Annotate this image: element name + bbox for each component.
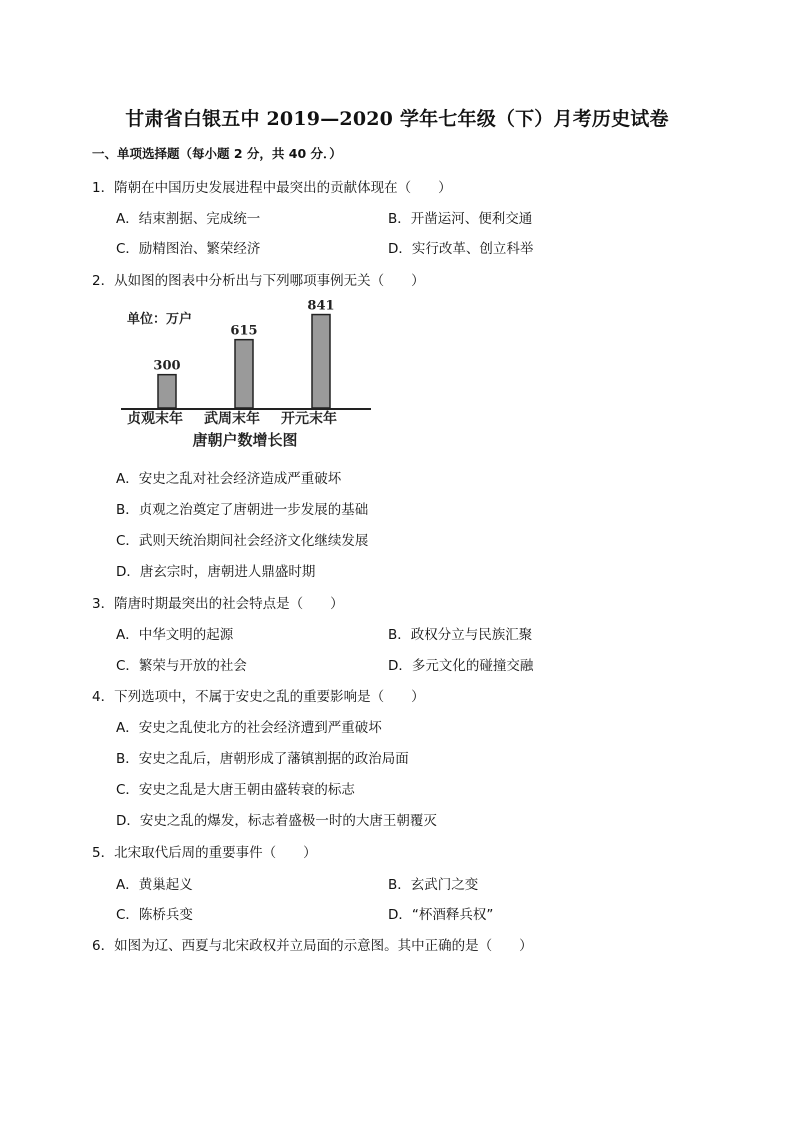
question-4-option-b[interactable]: B．安史之乱后，唐朝形成了藩镇割据的政治局面	[116, 751, 409, 767]
question-5-option-a[interactable]: A．黄巢起义	[116, 877, 193, 893]
question-4-option-d[interactable]: D．安史之乱的爆发，标志着盛极一时的大唐王朝覆灭	[116, 813, 437, 829]
households-bar-chart	[115, 296, 375, 456]
question-2-option-d[interactable]: D．唐玄宗时，唐朝进人鼎盛时期	[116, 564, 316, 580]
question-3-option-a[interactable]: A．中华文明的起源	[116, 627, 234, 643]
question-3-option-d[interactable]: D．多元文化的碰撞交融	[388, 658, 534, 674]
question-2-option-a[interactable]: A．安史之乱对社会经济造成严重破坏	[116, 471, 342, 487]
chart-title: 唐朝户数增长图	[192, 431, 298, 449]
bar-1	[158, 375, 176, 408]
question-4: 4．下列选项中，不属于安史之乱的重要影响是（ ）	[92, 689, 425, 705]
category-label-1: 贞观末年	[127, 411, 183, 427]
question-5: 5．北宋取代后周的重要事件（ ）	[92, 845, 317, 861]
question-1-option-a[interactable]: A．结束割据、完成统一	[116, 211, 261, 227]
category-label-2: 武周末年	[204, 411, 260, 427]
question-4-option-a[interactable]: A．安史之乱使北方的社会经济遭到严重破坏	[116, 720, 382, 736]
bar-2	[235, 340, 253, 408]
question-6: 6．如图为辽、西夏与北宋政权并立局面的示意图。其中正确的是（ ）	[92, 938, 533, 954]
question-5-option-d[interactable]: D．“杯酒释兵权”	[388, 907, 494, 923]
question-3-option-b[interactable]: B．政权分立与民族汇聚	[388, 627, 533, 643]
bar-3	[312, 315, 330, 408]
question-3-option-c[interactable]: C．繁荣与开放的社会	[116, 658, 247, 674]
question-4-option-c[interactable]: C．安史之乱是大唐王朝由盛转衰的标志	[116, 782, 355, 798]
page-title: 甘肃省白银五中 2019—2020 学年七年级（下）月考历史试卷	[125, 108, 669, 130]
category-label-3: 开元末年	[281, 411, 337, 427]
question-2: 2．从如图的图表中分析出与下列哪项事例无关（ ）	[92, 273, 425, 289]
bar-value-label-1: 300	[153, 358, 181, 374]
question-2-option-c[interactable]: C．武则天统治期间社会经济文化继续发展	[116, 533, 369, 549]
question-1: 1．隋朝在中国历史发展进程中最突出的贡献体现在（ ）	[92, 180, 452, 196]
section-heading: 一、单项选择题（每小题 2 分，共 40 分．）	[92, 146, 342, 161]
question-1-option-c[interactable]: C．励精图治、繁荣经济	[116, 241, 261, 257]
question-1-option-d[interactable]: D．实行改革、创立科举	[388, 241, 534, 257]
chart-unit-label: 单位：万户	[127, 312, 193, 327]
bar-value-label-2: 615	[230, 323, 258, 339]
bar-value-label-3: 841	[307, 298, 335, 314]
question-5-option-c[interactable]: C．陈桥兵变	[116, 907, 193, 923]
question-5-option-b[interactable]: B．玄武门之变	[388, 877, 479, 893]
question-3: 3．隋唐时期最突出的社会特点是（ ）	[92, 596, 344, 612]
question-2-option-b[interactable]: B．贞观之治奠定了唐朝进一步发展的基础	[116, 502, 369, 518]
question-1-option-b[interactable]: B．开凿运河、便利交通	[388, 211, 533, 227]
